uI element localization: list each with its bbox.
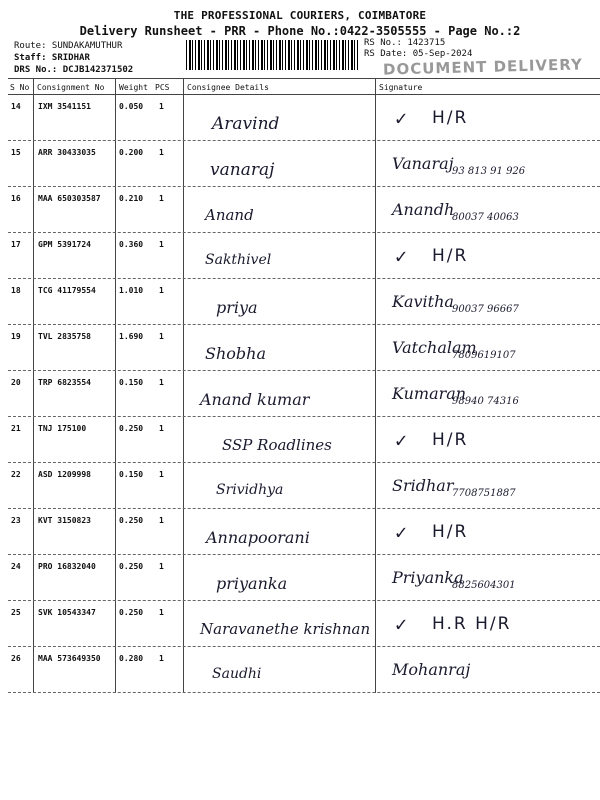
row-weight: 0.280 [119,654,144,663]
row-consignee: Srividhya [216,482,284,498]
header-sno: S No [10,83,30,92]
row-sno: 17 [11,240,21,249]
row-hr-mark: H.R H/R [432,614,512,634]
row-weight: 0.250 [119,516,144,525]
row-sno: 18 [11,286,21,295]
rs-block [364,38,472,60]
row-signature-phone: 90037 96667 [452,304,519,315]
row-divider [8,232,600,233]
signature-tick-mark: ✓ [395,106,408,130]
row-signature-phone: 8825604301 [452,580,516,591]
header-weight: Weight [119,83,148,92]
row-divider [8,324,600,325]
row-consignee: Saudhi [212,666,262,682]
row-signature: Vanaraj [392,154,454,173]
row-weight: 0.150 [119,378,144,387]
rs-date: RS Date: 05-Sep-2024 [364,49,473,59]
staff-label: Staff: SRIDHAR [14,53,90,63]
row-consignee: Anand kumar [200,390,310,409]
row-signature: Vatchalam [392,338,477,357]
rs-number: RS No.: 1423715 [364,38,446,48]
row-consignment-no: SVK 10543347 [38,608,96,617]
row-weight: 0.200 [119,148,144,157]
signature-tick-mark: ✓ [395,428,408,452]
route-staff-block [14,40,133,76]
row-sno: 22 [11,470,21,479]
row-sno: 25 [11,608,21,617]
barcode [186,40,358,70]
row-signature: Sridhar [392,476,454,495]
row-consignment-no: TCG 41179554 [38,286,96,295]
row-sno: 24 [11,562,21,571]
row-consignment-no: TNJ 175100 [38,424,87,433]
signature-tick-mark: ✓ [395,612,408,636]
row-hr-mark: H/R [432,430,469,450]
row-divider [8,692,600,693]
signature-tick-mark: ✓ [395,244,408,268]
row-signature-phone: 98940 74316 [452,396,519,407]
row-hr-mark: H/R [432,522,469,542]
row-consignee: priyanka [216,574,288,593]
row-consignee: Naravanethe krishnan [200,620,371,638]
row-pcs: 1 [159,194,164,203]
row-divider [8,140,600,141]
row-consignment-no: ARR 30433035 [38,148,96,157]
row-pcs: 1 [159,424,164,433]
row-consignment-no: MAA 573649350 [38,654,101,663]
row-pcs: 1 [159,562,164,571]
route-label: Route: SUNDAKAMUTHUR [14,41,123,51]
row-pcs: 1 [159,102,164,111]
row-weight: 0.050 [119,102,144,111]
row-weight: 1.690 [119,332,144,341]
row-consignee: vanaraj [210,160,275,180]
row-signature-phone: 7809619107 [452,350,516,361]
runsheet-title: Delivery Runsheet - PRR - Phone No.:0422-3505555 - Page No.:2 [79,24,521,38]
row-sno: 16 [11,194,21,203]
header-signature: Signature [379,83,423,92]
row-signature-phone: 80037 40063 [452,212,519,223]
row-weight: 0.360 [119,240,144,249]
row-pcs: 1 [159,286,164,295]
row-consignee: Aravind [212,114,280,134]
row-sno: 21 [11,424,21,433]
row-consignment-no: IXM 3541151 [38,102,91,111]
header-pcs: PCS [155,83,170,92]
row-signature: Anandh [392,200,455,219]
row-weight: 0.250 [119,562,144,571]
row-hr-mark: H/R [432,108,469,128]
row-consignment-no: GPM 5391724 [38,240,91,249]
company-name: THE PROFESSIONAL COURIERS, COIMBATORE [173,9,427,22]
row-divider [8,646,600,647]
drs-number: DRS No.: DCJB142371502 [14,65,134,75]
row-consignment-no: MAA 650303587 [38,194,101,203]
row-divider [8,278,600,279]
row-pcs: 1 [159,608,164,617]
row-pcs: 1 [159,516,164,525]
document-delivery-stamp: DOCUMENT DELIVERY [382,55,584,79]
row-divider [8,600,600,601]
row-divider [8,370,600,371]
row-hr-mark: H/R [432,246,469,266]
row-signature-phone: 7708751887 [452,488,516,499]
row-divider [8,186,600,187]
row-divider [8,554,600,555]
row-sno: 23 [11,516,21,525]
row-consignment-no: ASD 1209998 [38,470,91,479]
table-header-border [8,94,600,95]
row-consignment-no: TRP 6823554 [38,378,91,387]
row-consignee: Annapoorani [206,528,310,547]
row-sno: 20 [11,378,21,387]
row-consignee: Sakthivel [205,252,272,268]
row-pcs: 1 [159,148,164,157]
row-pcs: 1 [159,654,164,663]
row-divider [8,508,600,509]
row-weight: 1.010 [119,286,144,295]
signature-tick-mark: ✓ [395,520,408,544]
row-signature: Kumaran [392,384,467,403]
row-weight: 0.250 [119,424,144,433]
row-sno: 26 [11,654,21,663]
row-weight: 0.150 [119,470,144,479]
row-divider [8,462,600,463]
row-pcs: 1 [159,470,164,479]
header-consignee: Consignee Details [187,83,269,92]
row-consignment-no: KVT 3150823 [38,516,91,525]
row-divider [8,416,600,417]
header-consignment: Consignment No [37,83,105,92]
row-consignee: SSP Roadlines [222,436,332,454]
table-top-border [8,78,600,79]
row-sno: 14 [11,102,21,111]
row-pcs: 1 [159,332,164,341]
row-signature: Kavitha [392,292,454,311]
row-signature: Mohanraj [392,660,471,679]
row-consignment-no: TVL 2835758 [38,332,91,341]
row-consignee: Shobha [205,344,266,363]
row-consignment-no: PRO 16832040 [38,562,96,571]
row-weight: 0.250 [119,608,144,617]
row-pcs: 1 [159,240,164,249]
row-sno: 15 [11,148,21,157]
row-consignee: priya [216,298,258,317]
row-sno: 19 [11,332,21,341]
row-signature: Priyanka [392,568,464,587]
row-weight: 0.210 [119,194,144,203]
row-signature-phone: 93 813 91 926 [452,166,526,177]
row-pcs: 1 [159,378,164,387]
row-consignee: Anand [205,206,254,224]
